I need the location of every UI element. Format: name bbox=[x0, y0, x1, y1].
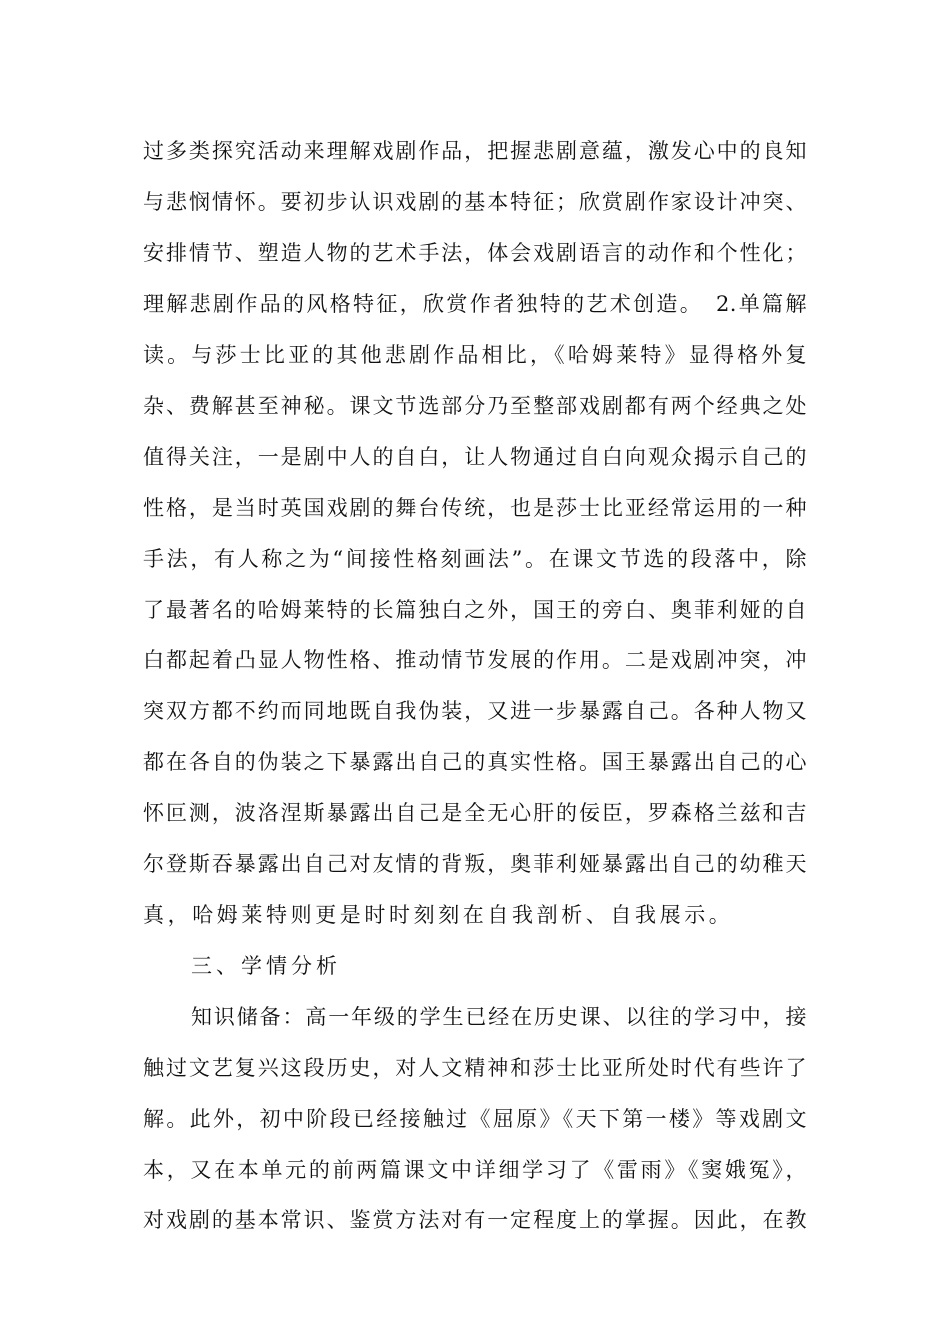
paragraph-line: 尔登斯吞暴露出自己对友情的背叛，奥菲利娅暴露出自己的幼稚天 bbox=[143, 852, 807, 876]
paragraph-line: 怀叵测，波洛涅斯暴露出自己是全无心肝的佞臣，罗森格兰兹和吉 bbox=[143, 801, 807, 825]
paragraph-line: 解。此外，初中阶段已经接触过《屈原》《天下第一楼》等戏剧文 bbox=[143, 1107, 807, 1131]
paragraph-line: 触过文艺复兴这段历史，对人文精神和莎士比亚所处时代有些许了 bbox=[143, 1056, 807, 1080]
paragraph-line: 都在各自的伪装之下暴露出自己的真实性格。国王暴露出自己的心 bbox=[143, 750, 807, 774]
paragraph-line: 值得关注，一是剧中人的自白，让人物通过自白向观众揭示自己的 bbox=[143, 445, 807, 469]
paragraph-line: 过多类探究活动来理解戏剧作品，把握悲剧意蕴，激发心中的良知 bbox=[143, 139, 807, 163]
paragraph-line: 白都起着凸显人物性格、推动情节发展的作用。二是戏剧冲突，冲 bbox=[143, 648, 807, 672]
paragraph-line: 本，又在本单元的前两篇课文中详细学习了《雷雨》《窦娥冤》， bbox=[143, 1158, 807, 1182]
paragraph-line: 突双方都不约而同地既自我伪装，又进一步暴露自己。各种人物又 bbox=[143, 699, 807, 723]
paragraph-line: 与悲悯情怀。要初步认识戏剧的基本特征；欣赏剧作家设计冲突、 bbox=[143, 190, 807, 214]
paragraph-line: 性格，是当时英国戏剧的舞台传统，也是莎士比亚经常运用的一种 bbox=[143, 496, 807, 520]
paragraph-line: 杂、费解甚至神秘。课文节选部分乃至整部戏剧都有两个经典之处 bbox=[143, 394, 807, 418]
paragraph-line: 知识储备：高一年级的学生已经在历史课、以往的学习中，接 bbox=[191, 1005, 807, 1029]
paragraph-line: 了最著名的哈姆莱特的长篇独白之外，国王的旁白、奥菲利娅的自 bbox=[143, 598, 807, 622]
paragraph-line: 读。与莎士比亚的其他悲剧作品相比，《哈姆莱特》显得格外复 bbox=[143, 343, 807, 367]
paragraph-line: 对戏剧的基本常识、鉴赏方法对有一定程度上的掌握。因此，在教 bbox=[143, 1208, 807, 1232]
paragraph-line: 理解悲剧作品的风格特征，欣赏作者独特的艺术创造。 2.单篇解 bbox=[143, 292, 807, 316]
paragraph-line: 真，哈姆莱特则更是时时刻刻在自我剖析、自我展示。 bbox=[143, 903, 734, 927]
paragraph-line: 安排情节、塑造人物的艺术手法，体会戏剧语言的动作和个性化； bbox=[143, 241, 807, 265]
paragraph-line: 手法，有人称之为“间接性格刻画法”。在课文节选的段落中，除 bbox=[143, 547, 807, 571]
section-heading: 三、学情分析 bbox=[191, 954, 341, 978]
